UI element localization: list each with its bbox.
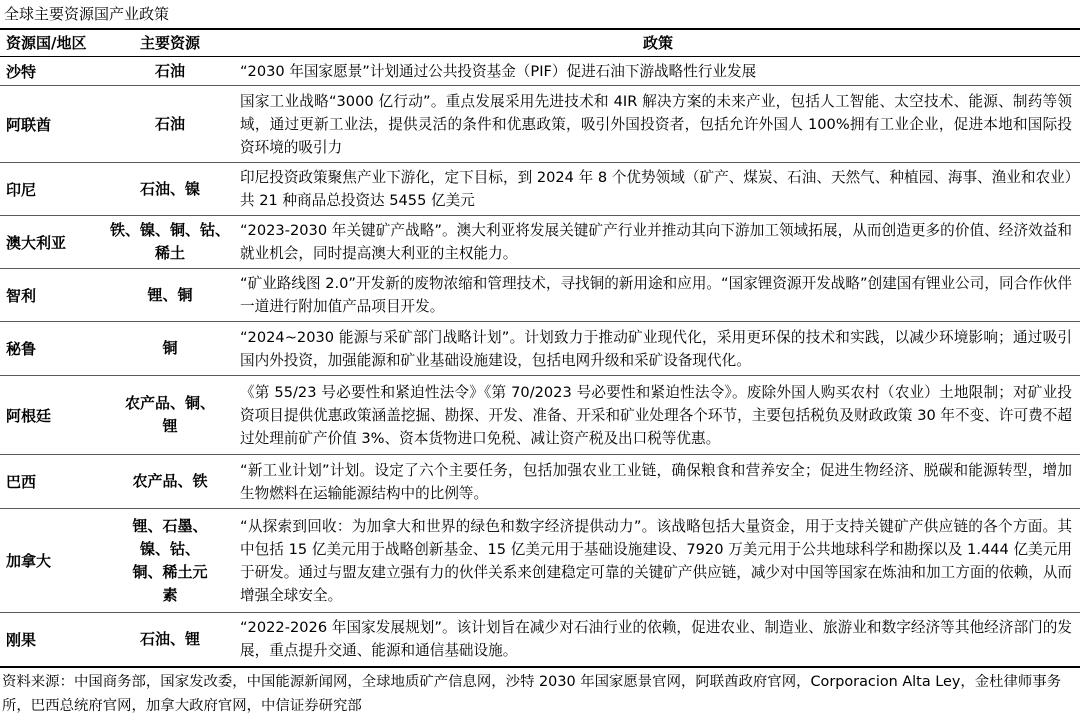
- country-cell: 巴西: [6, 473, 37, 491]
- policy-cell: “从探索到回收：为加拿大和世界的绿色和数字经济提供动力”。该战略包括大量资金，用于支持关键矿产供应链的各个方面。其中包括 15 亿美元用于战略创新基金、15 亿美元用于基础设施建设、7920 万美元用于公共地球科学和勘探以及 1.444 亿美元用于研发。通过与盟友建立强有力的伙伴关系来创建稳定可靠的关键矿产供应链，减少对中国等国家在炼油和加工方面的依赖，从而增强全球安全。: [240, 517, 1072, 604]
- country-cell: 阿根廷: [6, 406, 52, 425]
- policy-cell: 国家工业战略“3000 亿行动”。重点发展采用先进技术和 4IR 解决方案的未来产业，包括人工智能、太空技术、能源、制药等领域，通过更新工业法，提供灵活的条件和优惠政策，吸引外国投资者，包括允许外国人 100%拥有工业企业，促进本地和国际投资环境的吸引力: [240, 92, 1072, 156]
- country-cell: 澳大利亚: [6, 233, 67, 252]
- country-cell: 刚果: [6, 630, 37, 649]
- policy-cell: “2024~2030 能源与采矿部门战略计划”。计划致力于推动矿业现代化，采用更环保的技术和实践，以减少环境影响；通过吸引国内外投资，加强能源和矿业基础设施建设，包括电网升级和采矿设备现代化。: [240, 328, 1072, 369]
- source-note: 资料来源：中国商务部，国家发改委，中国能源新闻网，全球地质矿产信息网，沙特 2030 年国家愿景官网，阿联酋政府官网，Corporacion Alta Ley，金杜律师事务所，巴西总统府官网，加拿大政府官网，中信证券研究部: [2, 674, 1062, 714]
- policy-cell: 印尼投资政策聚焦产业下游化，定下目标，到 2024 年 8 个优势领域（矿产、煤炭、石油、天然气、种植园、海事、渔业和农业）共 21 种商品总投资达 5455 亿美元: [240, 169, 1072, 209]
- table-row-uae: [0, 86, 1080, 163]
- header-policy: 政策: [642, 34, 673, 52]
- table-row-congo: [0, 613, 1080, 666]
- resource-cell: 农产品、铜、锂: [124, 394, 215, 435]
- country-cell: 加拿大: [6, 552, 52, 570]
- country-cell: 阿联酋: [6, 115, 52, 134]
- country-cell: 沙特: [6, 62, 37, 81]
- policy-cell: 《第 55/23 号必要性和紧迫性法令》《第 70/2023 号必要性和紧迫性法令》。废除外国人购买农村（农业）土地限制；对矿业投资项目提供优惠政策涵盖挖掘、勘探、开发、准备、开采和矿业处理各个环节，主要包括税负及财政政策 30 年不变、许可费不超过处理前矿产价值 3%、资本货物进口免税、减让资产税及出口税等优惠。: [240, 383, 1072, 447]
- resource-cell: 石油: [154, 114, 185, 133]
- table-row-australia: [0, 216, 1080, 269]
- policy-cell: “2022-2026 年国家发展规划”。该计划旨在减少对石油行业的依赖，促进农业、制造业、旅游业和数字经济等其他经济部门的发展，重点提升交通、能源和通信基础设施。: [240, 619, 1072, 659]
- policy-cell: “2030 年国家愿景”计划通过公共投资基金（PIF）促进石油下游战略性行业发展: [240, 62, 757, 80]
- bottom-rule: [0, 666, 1080, 668]
- resource-cell: 锂、铜: [147, 285, 193, 304]
- country-cell: 智利: [6, 286, 37, 305]
- resource-cell: 石油、锂: [139, 629, 200, 648]
- table-row-chile: [0, 269, 1080, 322]
- resource-cell: 铁、镍、铜、钴、稀土: [110, 221, 231, 262]
- table-row-indonesia: [0, 163, 1080, 216]
- policy-cell: “新工业计划”计划。设定了六个主要任务，包括加强农业工业链，确保粮食和营养安全；促进生物经济、脱碳和能源转型，增加生物燃料在运输能源结构中的比例等。: [240, 461, 1072, 502]
- header-country: 资源国/地区: [6, 34, 87, 52]
- policy-cell: “矿业路线图 2.0”开发新的废物浓缩和管理技术，寻找铜的新用途和应用。“国家锂资源开发战略”创建国有锂业公司，同合作伙伴一道进行附加值产品项目开发。: [240, 275, 1072, 315]
- table-row-brazil: [0, 455, 1080, 509]
- table-row-argentina: [0, 376, 1080, 455]
- policy-cell: “2023-2030 年关键矿产战略”。澳大利亚将发展关键矿产行业并推动其向下游加工领域拓展，从而创造更多的价值、经济效益和就业机会，同时提高澳大利亚的主权能力。: [240, 222, 1072, 262]
- country-cell: 秘鲁: [6, 340, 37, 358]
- resource-cell: 石油: [154, 61, 185, 80]
- country-cell: 印尼: [6, 180, 37, 199]
- table-row-saudi: [0, 57, 1080, 86]
- resource-cell: 铜: [162, 339, 178, 357]
- resource-cell: 锂、石墨、镍、钴、铜、稀土元素: [132, 516, 208, 604]
- table-row-peru: [0, 322, 1080, 376]
- table-row-canada: [0, 509, 1080, 613]
- resource-cell: 农产品、铁: [132, 472, 208, 490]
- header-resource: 主要资源: [139, 34, 200, 52]
- table-title: 全球主要资源国产业政策: [4, 5, 170, 23]
- resource-cell: 石油、镍: [139, 179, 200, 198]
